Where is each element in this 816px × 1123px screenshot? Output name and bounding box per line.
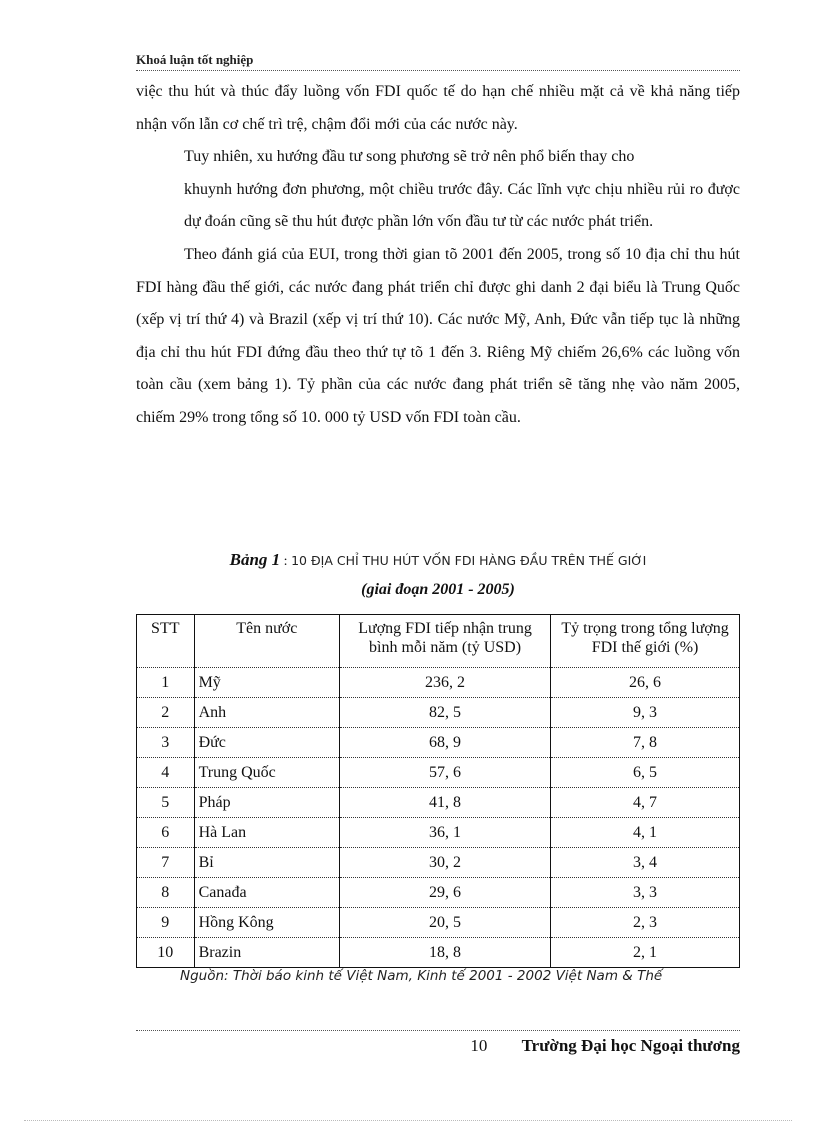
page-bottom-divider (24, 1120, 792, 1121)
cell-fdi: 20, 5 (340, 908, 551, 938)
cell-country: Bỉ (194, 848, 339, 878)
table-row (137, 908, 740, 938)
cell-share: 6, 5 (551, 758, 740, 788)
table-caption-title: 10 ĐỊA CHỈ THU HÚT VỐN FDI HÀNG ĐẦU TRÊN THẾ GIỚI (291, 553, 647, 568)
cell-stt: 3 (137, 728, 195, 758)
cell-share: 2, 3 (551, 908, 740, 938)
table-row (137, 788, 740, 818)
cell-stt: 10 (137, 938, 195, 968)
paragraph: khuynh hướng đơn phương, một chiều trước đây. Các lĩnh vực chịu nhiều rủi ro được dự đoán cũng sẽ thu hút được phần lớn vốn đầu tư từ các nước phát triển. (184, 180, 740, 231)
table-row (137, 878, 740, 908)
cell-stt: 1 (137, 668, 195, 698)
col-header-country: Tên nước (194, 615, 339, 668)
cell-share: 9, 3 (551, 698, 740, 728)
cell-country: Hồng Kông (194, 908, 339, 938)
cell-country: Đức (194, 728, 339, 758)
cell-share: 7, 8 (551, 728, 740, 758)
cell-fdi: 18, 8 (340, 938, 551, 968)
cell-country: Hà Lan (194, 818, 339, 848)
cell-stt: 5 (137, 788, 195, 818)
cell-stt: 6 (137, 818, 195, 848)
table-caption-period: (giai đoạn 2001 - 2005) (361, 581, 515, 598)
table-row (137, 818, 740, 848)
fdi-table (136, 614, 740, 968)
cell-share: 3, 3 (551, 878, 740, 908)
cell-stt: 8 (137, 878, 195, 908)
page-footer (136, 1036, 740, 1056)
table-caption-separator: : (280, 554, 292, 569)
page-number: 10 (470, 1036, 488, 1055)
table-caption-label: Bảng 1 (229, 550, 281, 569)
cell-fdi: 236, 2 (340, 668, 551, 698)
cell-country: Pháp (194, 788, 339, 818)
cell-share: 4, 1 (551, 818, 740, 848)
col-header-fdi: Lượng FDI tiếp nhận trung bình mỗi năm (tỷ USD) (340, 615, 551, 668)
cell-country: Canađa (194, 878, 339, 908)
table-row (137, 668, 740, 698)
cell-share: 2, 1 (551, 938, 740, 968)
cell-stt: 2 (137, 698, 195, 728)
table-source-note: Nguồn: Thời báo kinh tế Việt Nam, Kinh tế 2001 - 2002 Việt Nam & Thế (180, 968, 663, 984)
table-row (137, 758, 740, 788)
paragraph: Theo đánh giá của EUI, trong thời gian tõ 2001 đến 2005, trong số 10 địa chỉ thu hút FDI hàng đầu thế giới, các nước đang phát triển chỉ được ghi danh 2 đại biểu là Trung Quốc (xếp vị trí thứ 4) và Brazil (xếp vị trí thứ 10). Các nước Mỹ, Anh, Đức vẫn tiếp tục là những địa chỉ thu hút FDI đứng đầu theo thứ tự tõ 1 đến 3. Riêng Mỹ chiếm 26,6% các luồng vốn toàn cầu (xem bảng 1). Tỷ phần của các nước đang phát triển sẽ tăng nhẹ vào năm 2005, chiếm 29% trong tổng số 10. 000 tỷ USD vốn FDI toàn cầu. (136, 245, 740, 426)
table-row (137, 848, 740, 878)
footer-school: Trường Đại học Ngoại thương (521, 1036, 740, 1055)
page-header: Khoá luận tốt nghiệp (136, 52, 740, 71)
cell-stt: 7 (137, 848, 195, 878)
col-header-stt: STT (137, 615, 195, 668)
cell-stt: 4 (137, 758, 195, 788)
footer-divider (136, 1030, 740, 1031)
paragraph: Tuy nhiên, xu hướng đầu tư song phương sẽ trở nên phổ biến thay cho (184, 148, 635, 166)
cell-fdi: 82, 5 (340, 698, 551, 728)
cell-country: Mỹ (194, 668, 339, 698)
cell-country: Trung Quốc (194, 758, 339, 788)
cell-fdi: 29, 6 (340, 878, 551, 908)
cell-fdi: 41, 8 (340, 788, 551, 818)
cell-fdi: 57, 6 (340, 758, 551, 788)
table-row (137, 698, 740, 728)
cell-fdi: 30, 2 (340, 848, 551, 878)
cell-fdi: 68, 9 (340, 728, 551, 758)
table-row (137, 938, 740, 968)
cell-share: 3, 4 (551, 848, 740, 878)
table-row (137, 728, 740, 758)
paragraph: việc thu hút và thúc đẩy luồng vốn FDI quốc tế do hạn chế nhiều mặt cả về khả năng tiếp nhận vốn lẫn cơ chế trì trệ, chậm đổi mới của các nước này. (136, 83, 740, 133)
cell-share: 26, 6 (551, 668, 740, 698)
cell-share: 4, 7 (551, 788, 740, 818)
cell-stt: 9 (137, 908, 195, 938)
table-header-row (137, 615, 740, 668)
col-header-share: Tỷ trọng trong tổng lượng FDI thế giới (%) (551, 615, 740, 668)
table-caption (136, 546, 740, 604)
body-text (136, 76, 740, 435)
cell-fdi: 36, 1 (340, 818, 551, 848)
cell-country: Anh (194, 698, 339, 728)
cell-country: Brazin (194, 938, 339, 968)
